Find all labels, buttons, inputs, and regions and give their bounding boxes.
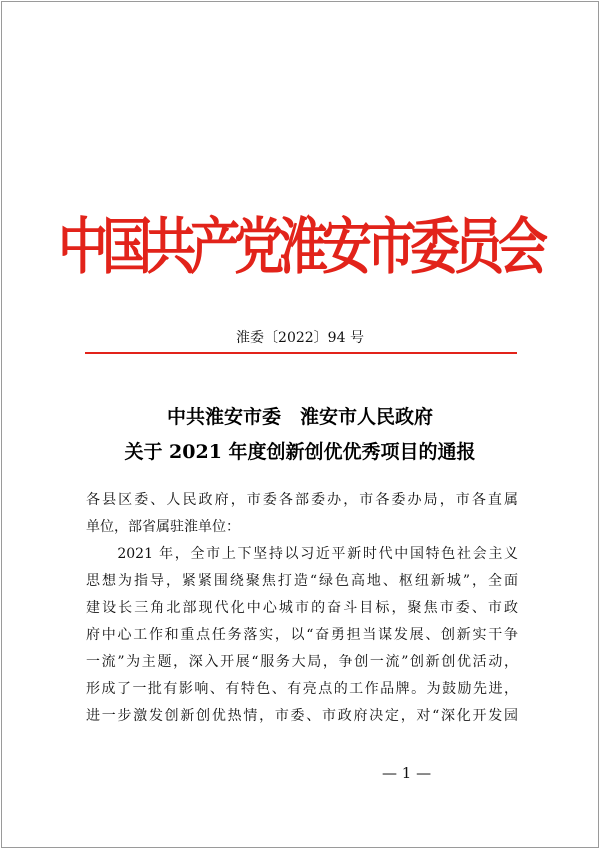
body-line: 形成了一批有影响、有特色、有亮点的工作品牌。为鼓励先进，	[86, 681, 518, 697]
body-line: 一流”为主题，深入开展“服务大局，争创一流”创新创优活动，	[86, 654, 518, 670]
document-title-line-1: 中共淮安市委 淮安市人民政府	[166, 406, 433, 428]
document-number: 淮委〔2022〕94 号	[236, 330, 364, 346]
body-text	[86, 487, 518, 730]
body-line: 建设长三角北部现代化中心城市的奋斗目标，聚焦市委、市政	[86, 600, 518, 616]
red-separator-rule	[85, 352, 517, 354]
document-title-line-2: 关于 2021 年度创新创优优秀项目的通报	[124, 441, 476, 463]
page-number: — 1 —	[382, 764, 432, 782]
body-line: 各县区委、人民政府，市委各部委办，市各委办局，市各直属	[86, 492, 518, 508]
red-header-issuer: 中国共产党淮安市委员会	[58, 210, 542, 283]
body-line: 进一步激发创新创优热情，市委、市政府决定，对“深化开发园	[86, 708, 518, 724]
document-page	[1, 1, 599, 848]
body-line: 府中心工作和重点任务落实，以“奋勇担当谋发展、创新实干争	[86, 627, 518, 643]
body-line: 2021 年，全市上下坚持以习近平新时代中国特色社会主义	[86, 546, 518, 562]
body-line: 思想为指导，紧紧围绕聚焦打造“绿色高地、枢纽新城”，全面	[86, 573, 518, 589]
body-line: 单位，部省属驻淮单位：	[86, 519, 240, 535]
